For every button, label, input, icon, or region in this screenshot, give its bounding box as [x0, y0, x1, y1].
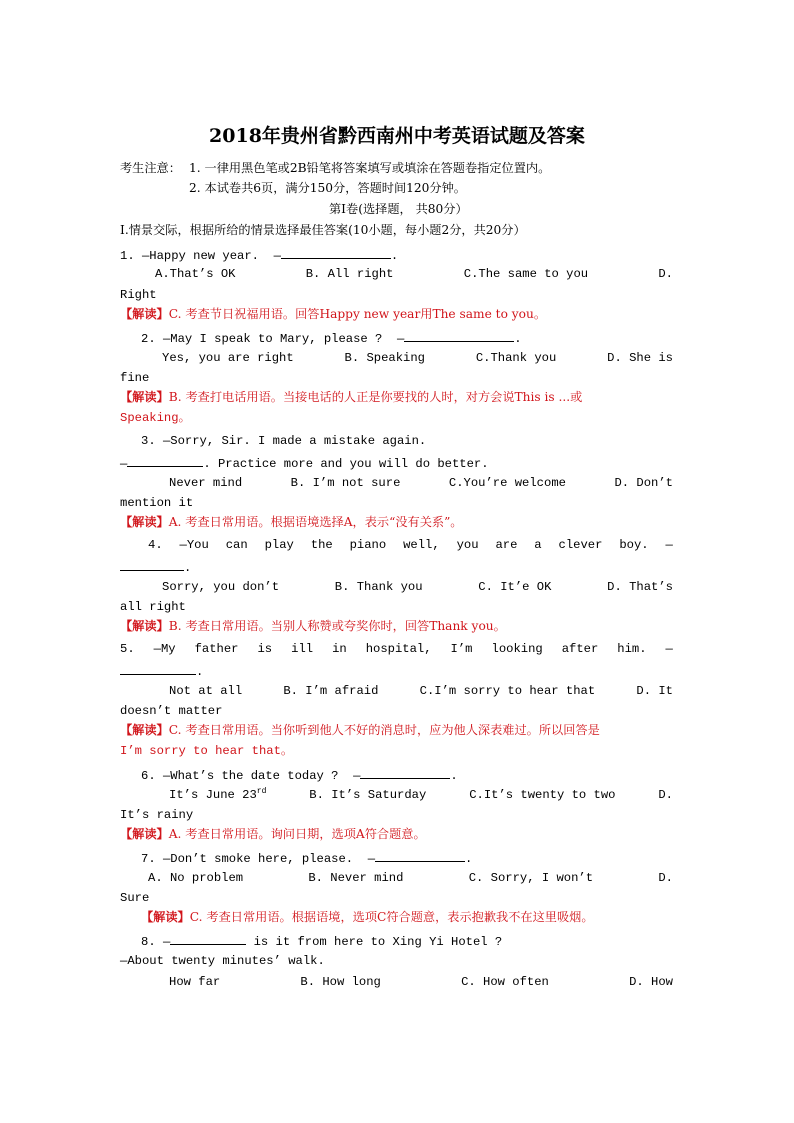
- question-7-wrap: Sure: [120, 891, 150, 905]
- question-4-options: [162, 579, 673, 595]
- option-d: D.: [658, 267, 673, 281]
- option-a: Yes, you are right: [162, 351, 294, 365]
- option-a: [169, 787, 266, 803]
- question-1-wrap: Right: [120, 288, 157, 302]
- word: are: [495, 538, 518, 552]
- option-c: C.You’re welcome: [448, 476, 566, 490]
- option-d: D. How: [629, 975, 673, 989]
- explanation-4: [120, 618, 506, 634]
- answer-blank: [127, 454, 203, 467]
- question-5-end: .: [196, 665, 204, 679]
- question-3-rest: . Practice more and you will do better.: [203, 457, 489, 471]
- question-4-end: .: [184, 561, 192, 575]
- word: the: [310, 538, 333, 552]
- explanation-tag: 【解读】: [120, 619, 169, 633]
- notes-label: 考生注意：: [120, 161, 181, 175]
- explanation-6: [120, 826, 426, 842]
- question-5-line2: [120, 662, 203, 680]
- option-a: A. No problem: [148, 871, 244, 885]
- word: 5.: [120, 642, 135, 656]
- page-title: 2018年贵州省黔西南州中考英语试题及答案: [209, 125, 585, 147]
- option-c: C.I’m sorry to hear that: [419, 684, 596, 698]
- word: hospital,: [365, 642, 432, 656]
- answer-blank: [404, 329, 514, 342]
- section-title: Ⅰ.情景交际，根据所给的情景选择最佳答案(10小题，每小题2分，共20分）: [120, 223, 526, 237]
- question-3: 3. —Sorry, Sir. I made a mistake again.: [141, 434, 427, 448]
- option-c: C. Sorry, I won’t: [468, 871, 594, 885]
- option-b: B. Thank you: [334, 580, 423, 594]
- question-8-end: is it from here to Xing Yi Hotel ?: [246, 935, 503, 949]
- question-1: [120, 246, 398, 264]
- option-d: D.: [658, 788, 673, 802]
- question-3-line2: [120, 454, 489, 472]
- answer-blank: [375, 849, 465, 862]
- question-2-text: 2. —May I speak to Mary, please ? —: [141, 332, 405, 346]
- question-8-text: 8. —: [141, 935, 171, 949]
- option-c: C. How often: [461, 975, 549, 989]
- explanation-4-text: B. 考查日常用语。当别人称赞或夸奖你时，回答Thank you。: [168, 619, 506, 633]
- word: ill: [291, 642, 314, 656]
- question-1-end: .: [390, 249, 399, 263]
- explanation-tag: 【解读】: [120, 515, 169, 529]
- answer-blank: [120, 662, 196, 675]
- option-b: B. I’m afraid: [283, 684, 379, 698]
- option-c: C.The same to you: [463, 267, 589, 281]
- explanation-6-text: A. 考查日常用语。询问日期，选项A符合题意。: [168, 827, 426, 841]
- question-6: [141, 766, 458, 784]
- answer-blank: [281, 246, 391, 259]
- word: I’m: [450, 642, 473, 656]
- explanation-2-cont: Speaking。: [120, 411, 191, 425]
- explanation-tag: 【解读】: [120, 390, 169, 404]
- question-3-options: [169, 475, 673, 491]
- option-a: Not at all: [169, 684, 243, 698]
- word: him.: [617, 642, 647, 656]
- question-2-options: [162, 350, 673, 366]
- explanation-tag: 【解读】: [120, 307, 169, 321]
- option-c: C. It’e OK: [478, 580, 552, 594]
- word: —: [665, 642, 673, 656]
- word: father: [194, 642, 239, 656]
- word: well,: [403, 538, 440, 552]
- explanation-7: [141, 909, 594, 925]
- question-8-line2: —About twenty minutes’ walk.: [120, 954, 325, 968]
- option-d: D. She is: [607, 351, 673, 365]
- word: is: [257, 642, 273, 656]
- option-d: D. Don’t: [614, 476, 673, 490]
- question-7-end: .: [465, 852, 473, 866]
- word: piano: [349, 538, 387, 552]
- question-2-wrap: fine: [120, 371, 150, 385]
- explanation-tag: 【解读】: [141, 910, 190, 924]
- answer-blank: [120, 558, 184, 571]
- word: —My: [153, 642, 176, 656]
- explanation-2: [120, 389, 582, 405]
- answer-blank: [170, 932, 246, 945]
- option-b: B. How long: [300, 975, 381, 989]
- option-b: B. Speaking: [344, 351, 425, 365]
- option-a-sup: rd: [256, 786, 267, 796]
- option-b: B. Never mind: [308, 871, 404, 885]
- question-3-dash: —: [120, 457, 128, 471]
- option-a-text: It’s June 23: [169, 788, 257, 802]
- option-b: B. All right: [305, 267, 394, 281]
- word: can: [225, 538, 248, 552]
- question-1-text: 1. —Happy new year. —: [120, 249, 281, 263]
- explanation-2-text: B. 考查打电话用语。当接电话的人正是你要找的人时，对方会说This is ...或: [168, 390, 583, 404]
- word: clever: [558, 538, 603, 552]
- option-d: D. That’s: [607, 580, 673, 594]
- option-a: A.That’s OK: [155, 267, 236, 281]
- question-4-wrap: all right: [120, 600, 186, 614]
- question-3-wrap: mention it: [120, 496, 194, 510]
- question-7-options: [148, 870, 673, 886]
- question-7: [141, 849, 472, 867]
- explanation-tag: 【解读】: [120, 827, 169, 841]
- word: looking: [491, 642, 543, 656]
- explanation-5: [120, 722, 600, 738]
- word: play: [264, 538, 294, 552]
- explanation-3: [120, 514, 463, 530]
- question-6-wrap: It’s rainy: [120, 808, 194, 822]
- question-5-options: [169, 683, 673, 699]
- option-b: B. I’m not sure: [290, 476, 401, 490]
- explanation-1-text: C. 考查节日祝福用语。回答Happy new year用The same to you。: [168, 307, 547, 321]
- word: a: [534, 538, 542, 552]
- word: —: [665, 538, 673, 552]
- word: in: [332, 642, 347, 656]
- question-7-text: 7. —Don’t smoke here, please. —: [141, 852, 376, 866]
- option-a: Sorry, you don’t: [162, 580, 280, 594]
- question-6-end: .: [450, 769, 458, 783]
- option-a: Never mind: [169, 476, 243, 490]
- word: boy.: [619, 538, 649, 552]
- word: you: [456, 538, 479, 552]
- question-1-options: [155, 266, 673, 282]
- note-2: 2. 本试卷共6页，满分150分，答题时间120分钟。: [189, 181, 466, 195]
- volume-title: 第Ⅰ卷(选择题， 共80分）: [329, 202, 468, 216]
- explanation-tag: 【解读】: [120, 723, 169, 737]
- explanation-3-text: A. 考查日常用语。根据语境选择A，表示“没有关系”。: [168, 515, 463, 529]
- explanation-5-cont: I’m sorry to hear that。: [120, 744, 294, 758]
- explanation-1: [120, 306, 546, 322]
- question-8: [141, 932, 502, 950]
- option-d: D.: [658, 871, 673, 885]
- option-c: C.It’s twenty to two: [469, 788, 616, 802]
- word: 4.: [148, 538, 163, 552]
- note-1: 1. 一律用黑色笔或2B铅笔将答案填写或填涂在答题卷指定位置内。: [189, 161, 551, 175]
- question-2-end: .: [514, 332, 522, 346]
- option-a: How far: [169, 975, 221, 989]
- answer-blank: [360, 766, 450, 779]
- question-5: [120, 641, 673, 657]
- question-6-options: [169, 787, 673, 803]
- question-4: [148, 537, 673, 553]
- question-6-text: 6. —What’s the date today ? —: [141, 769, 361, 783]
- option-d: D. It: [636, 684, 673, 698]
- explanation-7-text: C. 考查日常用语。根据语境，选项C符合题意，表示抱歉我不在这里吸烟。: [189, 910, 594, 924]
- question-4-line2: [120, 558, 191, 576]
- word: after: [561, 642, 599, 656]
- question-5-wrap: doesn’t matter: [120, 704, 223, 718]
- option-b: B. It’s Saturday: [309, 788, 427, 802]
- option-c: C.Thank you: [475, 351, 557, 365]
- explanation-5-text: C. 考查日常用语。当你听到他人不好的消息时，应为他人深表难过。所以回答是: [168, 723, 600, 737]
- question-8-options: [169, 974, 673, 990]
- question-2: [141, 329, 522, 347]
- word: —You: [179, 538, 209, 552]
